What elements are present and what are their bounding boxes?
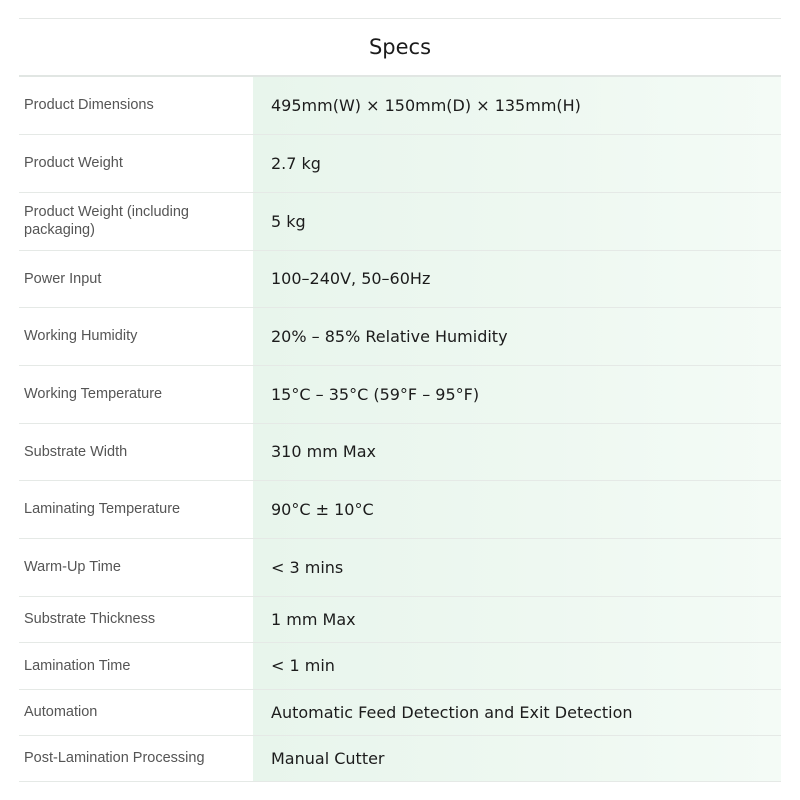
table-row <box>19 134 781 192</box>
spec-value: 15°C – 35°C (59°F – 95°F) <box>253 365 781 423</box>
table-row <box>19 192 781 250</box>
spec-label: Product Weight <box>19 134 253 192</box>
table-row <box>19 480 781 538</box>
spec-value: < 1 min <box>253 642 781 689</box>
spec-label: Product Weight (including packaging) <box>19 192 253 250</box>
spec-value: 20% – 85% Relative Humidity <box>253 307 781 365</box>
spec-label: Post-Lamination Processing <box>19 735 253 781</box>
table-row <box>19 77 781 134</box>
spec-label: Warm-Up Time <box>19 538 253 596</box>
spec-label: Laminating Temperature <box>19 480 253 538</box>
spec-label: Working Humidity <box>19 307 253 365</box>
table-row <box>19 250 781 307</box>
spec-value: Manual Cutter <box>253 735 781 781</box>
spec-label: Automation <box>19 689 253 735</box>
spec-value: < 3 mins <box>253 538 781 596</box>
spec-label: Power Input <box>19 250 253 307</box>
spec-value: 90°C ± 10°C <box>253 480 781 538</box>
specs-table <box>19 77 781 782</box>
spec-value: 1 mm Max <box>253 596 781 642</box>
table-row <box>19 538 781 596</box>
table-row <box>19 596 781 642</box>
spec-value: Automatic Feed Detection and Exit Detection <box>253 689 781 735</box>
page-title: Specs <box>19 19 781 77</box>
spec-label: Substrate Thickness <box>19 596 253 642</box>
specs-panel <box>19 18 781 782</box>
table-row <box>19 735 781 781</box>
table-row <box>19 689 781 735</box>
spec-label: Product Dimensions <box>19 77 253 134</box>
spec-label: Lamination Time <box>19 642 253 689</box>
table-row <box>19 307 781 365</box>
spec-label: Substrate Width <box>19 423 253 480</box>
spec-value: 2.7 kg <box>253 134 781 192</box>
spec-value: 310 mm Max <box>253 423 781 480</box>
spec-label: Working Temperature <box>19 365 253 423</box>
spec-value: 100–240V, 50–60Hz <box>253 250 781 307</box>
table-row <box>19 365 781 423</box>
spec-value: 5 kg <box>253 192 781 250</box>
table-row <box>19 423 781 480</box>
spec-value: 495mm(W) × 150mm(D) × 135mm(H) <box>253 77 781 134</box>
table-row <box>19 642 781 689</box>
